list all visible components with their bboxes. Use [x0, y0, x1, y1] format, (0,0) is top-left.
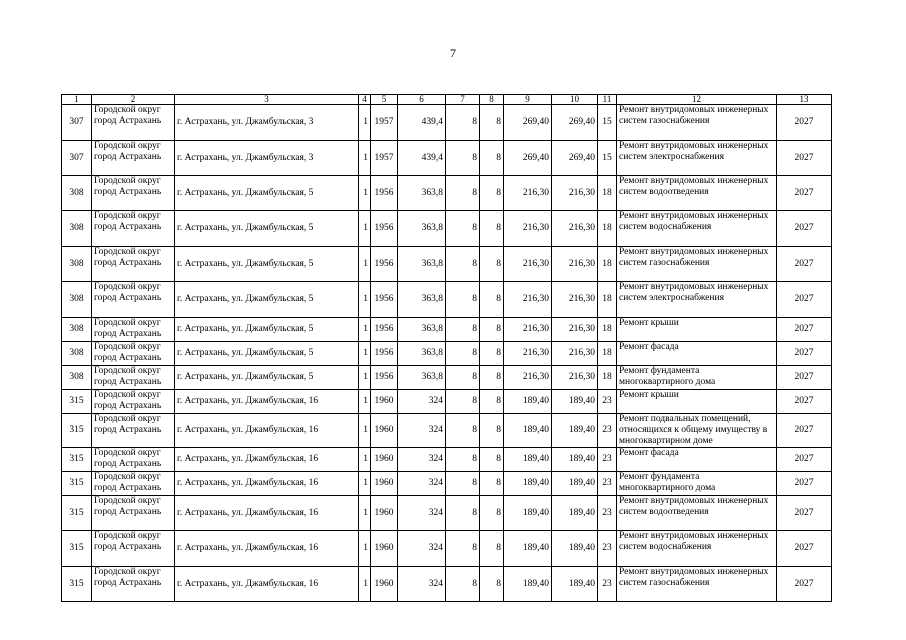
year-cell: 1960 — [371, 472, 398, 496]
work-type-cell: Ремонт внутридомовых инженерных систем электроснабжения — [617, 282, 777, 318]
col-7-cell: 8 — [446, 448, 480, 472]
year-cell: 1956 — [371, 176, 398, 211]
municipality-cell: Городской округ город Астрахань — [92, 390, 175, 414]
col-7-cell: 8 — [446, 211, 480, 247]
year-planned-cell: 2027 — [777, 366, 832, 390]
municipality-cell: Городской округ город Астрахань — [92, 141, 175, 176]
municipality-cell: Городской округ город Астрахань — [92, 105, 175, 141]
year-cell: 1960 — [371, 531, 398, 567]
row-number-cell: 315 — [62, 567, 92, 602]
col-7-cell: 8 — [446, 141, 480, 176]
col-9-cell: 216,30 — [504, 318, 552, 342]
municipality-cell: Городской округ город Астрахань — [92, 211, 175, 247]
year-planned-cell: 2027 — [777, 448, 832, 472]
column-number-cell: 11 — [598, 95, 617, 105]
col-10-cell: 216,30 — [552, 366, 598, 390]
year-planned-cell: 2027 — [777, 141, 832, 176]
column-number-cell: 5 — [371, 95, 398, 105]
col-4-cell: 1 — [359, 105, 371, 141]
municipality-cell: Городской округ город Астрахань — [92, 496, 175, 531]
work-type-cell: Ремонт внутридомовых инженерных систем газоснабжения — [617, 567, 777, 602]
area-cell: 363,8 — [398, 282, 446, 318]
year-planned-cell: 2027 — [777, 567, 832, 602]
address-cell: г. Астрахань, ул. Джамбульская, 5 — [175, 282, 359, 318]
work-type-cell: Ремонт внутридомовых инженерных систем водоотведения — [617, 496, 777, 531]
year-planned-cell: 2027 — [777, 176, 832, 211]
col-7-cell: 8 — [446, 414, 480, 448]
work-type-cell: Ремонт внутридомовых инженерных систем электроснабжения — [617, 141, 777, 176]
col-4-cell: 1 — [359, 496, 371, 531]
col-9-cell: 216,30 — [504, 247, 552, 282]
col-8-cell: 8 — [480, 414, 504, 448]
address-cell: г. Астрахань, ул. Джамбульская, 5 — [175, 176, 359, 211]
municipality-cell: Городской округ город Астрахань — [92, 531, 175, 567]
work-type-cell: Ремонт внутридомовых инженерных систем водоснабжения — [617, 531, 777, 567]
address-cell: г. Астрахань, ул. Джамбульская, 5 — [175, 342, 359, 366]
address-cell: г. Астрахань, ул. Джамбульская, 5 — [175, 247, 359, 282]
column-number-cell: 9 — [504, 95, 552, 105]
municipality-cell: Городской округ город Астрахань — [92, 176, 175, 211]
work-type-cell: Ремонт внутридомовых инженерных систем водоснабжения — [617, 211, 777, 247]
table-row — [62, 176, 832, 211]
column-number-cell: 6 — [398, 95, 446, 105]
header-row — [62, 95, 832, 105]
year-cell: 1960 — [371, 390, 398, 414]
row-number-cell: 308 — [62, 342, 92, 366]
col-4-cell: 1 — [359, 531, 371, 567]
row-number-cell: 307 — [62, 105, 92, 141]
col-8-cell: 8 — [480, 176, 504, 211]
municipality-cell: Городской округ город Астрахань — [92, 318, 175, 342]
address-cell: г. Астрахань, ул. Джамбульская, 16 — [175, 390, 359, 414]
repair-program-table — [61, 94, 832, 602]
col-9-cell: 216,30 — [504, 366, 552, 390]
table-row — [62, 390, 832, 414]
column-number-cell: 8 — [480, 95, 504, 105]
area-cell: 324 — [398, 531, 446, 567]
col-7-cell: 8 — [446, 318, 480, 342]
area-cell: 324 — [398, 448, 446, 472]
area-cell: 363,8 — [398, 247, 446, 282]
col-10-cell: 189,40 — [552, 390, 598, 414]
year-planned-cell: 2027 — [777, 342, 832, 366]
municipality-cell: Городской округ город Астрахань — [92, 472, 175, 496]
col-11-cell: 23 — [598, 472, 617, 496]
area-cell: 324 — [398, 390, 446, 414]
row-number-cell: 308 — [62, 318, 92, 342]
row-number-cell: 308 — [62, 282, 92, 318]
work-type-cell: Ремонт крыши — [617, 318, 777, 342]
municipality-cell: Городской округ город Астрахань — [92, 414, 175, 448]
row-number-cell: 308 — [62, 247, 92, 282]
address-cell: г. Астрахань, ул. Джамбульская, 5 — [175, 211, 359, 247]
year-cell: 1956 — [371, 342, 398, 366]
col-4-cell: 1 — [359, 247, 371, 282]
table-row — [62, 342, 832, 366]
year-planned-cell: 2027 — [777, 531, 832, 567]
table-row — [62, 211, 832, 247]
col-8-cell: 8 — [480, 318, 504, 342]
year-cell: 1956 — [371, 247, 398, 282]
work-type-cell: Ремонт фундамента многоквартирного дома — [617, 366, 777, 390]
col-9-cell: 189,40 — [504, 496, 552, 531]
column-number-cell: 10 — [552, 95, 598, 105]
col-11-cell: 15 — [598, 105, 617, 141]
col-11-cell: 15 — [598, 141, 617, 176]
col-8-cell: 8 — [480, 282, 504, 318]
column-number-cell: 13 — [777, 95, 832, 105]
work-type-cell: Ремонт внутридомовых инженерных систем газоснабжения — [617, 105, 777, 141]
year-planned-cell: 2027 — [777, 496, 832, 531]
col-10-cell: 216,30 — [552, 342, 598, 366]
address-cell: г. Астрахань, ул. Джамбульская, 16 — [175, 448, 359, 472]
col-11-cell: 18 — [598, 211, 617, 247]
col-8-cell: 8 — [480, 448, 504, 472]
col-9-cell: 269,40 — [504, 141, 552, 176]
table-row — [62, 141, 832, 176]
col-7-cell: 8 — [446, 366, 480, 390]
col-8-cell: 8 — [480, 531, 504, 567]
col-8-cell: 8 — [480, 366, 504, 390]
row-number-cell: 307 — [62, 141, 92, 176]
col-8-cell: 8 — [480, 472, 504, 496]
col-10-cell: 189,40 — [552, 472, 598, 496]
municipality-cell: Городской округ город Астрахань — [92, 282, 175, 318]
col-10-cell: 189,40 — [552, 448, 598, 472]
area-cell: 439,4 — [398, 105, 446, 141]
col-10-cell: 216,30 — [552, 176, 598, 211]
column-number-cell: 1 — [62, 95, 92, 105]
col-10-cell: 189,40 — [552, 531, 598, 567]
column-number-cell: 7 — [446, 95, 480, 105]
table-row — [62, 472, 832, 496]
col-11-cell: 18 — [598, 282, 617, 318]
col-7-cell: 8 — [446, 496, 480, 531]
col-4-cell: 1 — [359, 176, 371, 211]
table-row — [62, 366, 832, 390]
year-cell: 1960 — [371, 496, 398, 531]
area-cell: 363,8 — [398, 176, 446, 211]
column-number-cell: 4 — [359, 95, 371, 105]
year-cell: 1960 — [371, 448, 398, 472]
work-type-cell: Ремонт внутридомовых инженерных систем водоотведения — [617, 176, 777, 211]
table-row — [62, 448, 832, 472]
col-11-cell: 18 — [598, 342, 617, 366]
year-cell: 1960 — [371, 567, 398, 602]
municipality-cell: Городской округ город Астрахань — [92, 342, 175, 366]
col-7-cell: 8 — [446, 176, 480, 211]
address-cell: г. Астрахань, ул. Джамбульская, 16 — [175, 531, 359, 567]
col-4-cell: 1 — [359, 448, 371, 472]
area-cell: 363,8 — [398, 211, 446, 247]
year-planned-cell: 2027 — [777, 472, 832, 496]
table-row — [62, 318, 832, 342]
col-11-cell: 23 — [598, 531, 617, 567]
work-type-cell: Ремонт крыши — [617, 390, 777, 414]
col-4-cell: 1 — [359, 414, 371, 448]
address-cell: г. Астрахань, ул. Джамбульская, 16 — [175, 496, 359, 531]
col-4-cell: 1 — [359, 141, 371, 176]
address-cell: г. Астрахань, ул. Джамбульская, 5 — [175, 366, 359, 390]
work-type-cell: Ремонт фундамента многоквартирного дома — [617, 472, 777, 496]
col-10-cell: 216,30 — [552, 318, 598, 342]
col-10-cell: 269,40 — [552, 141, 598, 176]
col-9-cell: 216,30 — [504, 176, 552, 211]
col-10-cell: 189,40 — [552, 496, 598, 531]
municipality-cell: Городской округ город Астрахань — [92, 247, 175, 282]
year-cell: 1956 — [371, 282, 398, 318]
col-8-cell: 8 — [480, 141, 504, 176]
col-7-cell: 8 — [446, 247, 480, 282]
col-11-cell: 18 — [598, 318, 617, 342]
col-4-cell: 1 — [359, 390, 371, 414]
col-11-cell: 18 — [598, 247, 617, 282]
col-11-cell: 23 — [598, 390, 617, 414]
work-type-cell: Ремонт подвальных помещений, относящихся к общему имуществу в многоквартирном доме — [617, 414, 777, 448]
table-row — [62, 567, 832, 602]
area-cell: 439,4 — [398, 141, 446, 176]
col-8-cell: 8 — [480, 342, 504, 366]
column-number-cell: 2 — [92, 95, 175, 105]
row-number-cell: 315 — [62, 531, 92, 567]
col-4-cell: 1 — [359, 472, 371, 496]
row-number-cell: 315 — [62, 472, 92, 496]
col-8-cell: 8 — [480, 105, 504, 141]
page-number: 7 — [450, 46, 456, 60]
year-cell: 1956 — [371, 366, 398, 390]
year-cell: 1957 — [371, 105, 398, 141]
table-row — [62, 531, 832, 567]
col-9-cell: 189,40 — [504, 390, 552, 414]
col-9-cell: 216,30 — [504, 211, 552, 247]
col-9-cell: 189,40 — [504, 414, 552, 448]
col-11-cell: 23 — [598, 414, 617, 448]
col-11-cell: 23 — [598, 496, 617, 531]
col-7-cell: 8 — [446, 472, 480, 496]
col-8-cell: 8 — [480, 496, 504, 531]
col-11-cell: 23 — [598, 448, 617, 472]
col-9-cell: 189,40 — [504, 567, 552, 602]
col-9-cell: 189,40 — [504, 531, 552, 567]
row-number-cell: 315 — [62, 496, 92, 531]
municipality-cell: Городской округ город Астрахань — [92, 366, 175, 390]
col-4-cell: 1 — [359, 211, 371, 247]
area-cell: 324 — [398, 472, 446, 496]
address-cell: г. Астрахань, ул. Джамбульская, 16 — [175, 414, 359, 448]
col-7-cell: 8 — [446, 531, 480, 567]
col-9-cell: 216,30 — [504, 342, 552, 366]
col-10-cell: 189,40 — [552, 414, 598, 448]
col-11-cell: 23 — [598, 567, 617, 602]
row-number-cell: 315 — [62, 414, 92, 448]
col-8-cell: 8 — [480, 211, 504, 247]
column-number-cell: 12 — [617, 95, 777, 105]
col-8-cell: 8 — [480, 567, 504, 602]
address-cell: г. Астрахань, ул. Джамбульская, 5 — [175, 318, 359, 342]
col-9-cell: 269,40 — [504, 105, 552, 141]
col-4-cell: 1 — [359, 282, 371, 318]
year-cell: 1956 — [371, 211, 398, 247]
col-7-cell: 8 — [446, 567, 480, 602]
area-cell: 324 — [398, 567, 446, 602]
address-cell: г. Астрахань, ул. Джамбульская, 16 — [175, 472, 359, 496]
row-number-cell: 315 — [62, 448, 92, 472]
col-10-cell: 216,30 — [552, 282, 598, 318]
row-number-cell: 308 — [62, 211, 92, 247]
table-row — [62, 247, 832, 282]
table-row — [62, 282, 832, 318]
year-planned-cell: 2027 — [777, 414, 832, 448]
col-11-cell: 18 — [598, 366, 617, 390]
col-9-cell: 189,40 — [504, 448, 552, 472]
work-type-cell: Ремонт внутридомовых инженерных систем газоснабжения — [617, 247, 777, 282]
row-number-cell: 308 — [62, 176, 92, 211]
col-8-cell: 8 — [480, 247, 504, 282]
col-7-cell: 8 — [446, 342, 480, 366]
col-4-cell: 1 — [359, 342, 371, 366]
area-cell: 324 — [398, 496, 446, 531]
col-4-cell: 1 — [359, 318, 371, 342]
year-planned-cell: 2027 — [777, 282, 832, 318]
municipality-cell: Городской округ город Астрахань — [92, 567, 175, 602]
col-9-cell: 189,40 — [504, 472, 552, 496]
year-cell: 1957 — [371, 141, 398, 176]
col-7-cell: 8 — [446, 282, 480, 318]
col-7-cell: 8 — [446, 105, 480, 141]
column-number-cell: 3 — [175, 95, 359, 105]
col-10-cell: 216,30 — [552, 211, 598, 247]
col-10-cell: 189,40 — [552, 567, 598, 602]
table-row — [62, 414, 832, 448]
area-cell: 363,8 — [398, 318, 446, 342]
municipality-cell: Городской округ город Астрахань — [92, 448, 175, 472]
year-planned-cell: 2027 — [777, 247, 832, 282]
address-cell: г. Астрахань, ул. Джамбульская, 3 — [175, 141, 359, 176]
work-type-cell: Ремонт фасада — [617, 342, 777, 366]
area-cell: 363,8 — [398, 342, 446, 366]
col-10-cell: 216,30 — [552, 247, 598, 282]
address-cell: г. Астрахань, ул. Джамбульская, 16 — [175, 567, 359, 602]
area-cell: 363,8 — [398, 366, 446, 390]
col-4-cell: 1 — [359, 366, 371, 390]
col-9-cell: 216,30 — [504, 282, 552, 318]
col-10-cell: 269,40 — [552, 105, 598, 141]
table-row — [62, 496, 832, 531]
year-planned-cell: 2027 — [777, 105, 832, 141]
address-cell: г. Астрахань, ул. Джамбульская, 3 — [175, 105, 359, 141]
year-planned-cell: 2027 — [777, 318, 832, 342]
area-cell: 324 — [398, 414, 446, 448]
row-number-cell: 308 — [62, 366, 92, 390]
col-7-cell: 8 — [446, 390, 480, 414]
col-11-cell: 18 — [598, 176, 617, 211]
year-cell: 1960 — [371, 414, 398, 448]
col-4-cell: 1 — [359, 567, 371, 602]
year-planned-cell: 2027 — [777, 211, 832, 247]
row-number-cell: 315 — [62, 390, 92, 414]
year-cell: 1956 — [371, 318, 398, 342]
work-type-cell: Ремонт фасада — [617, 448, 777, 472]
table-row — [62, 105, 832, 141]
col-8-cell: 8 — [480, 390, 504, 414]
year-planned-cell: 2027 — [777, 390, 832, 414]
